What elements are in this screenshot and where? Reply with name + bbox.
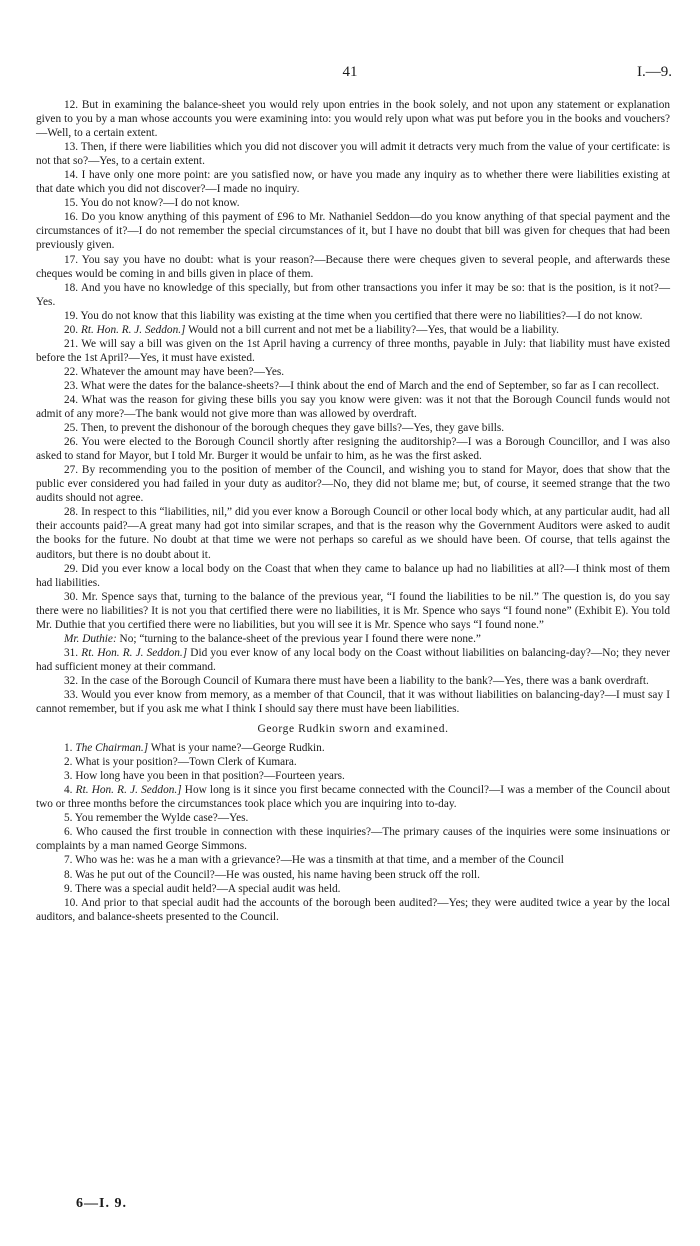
document-reference: I.—9. — [637, 64, 672, 80]
question-number: 27. — [64, 464, 79, 477]
question-text: Would you ever know from memory, as a member of that Council, that it was without liabilities on balancing-day?—I must say I cannot remember, but if you ask me what I think I should say there must have been liabilities. — [36, 688, 671, 716]
question-number: 22. — [64, 365, 79, 378]
question-paragraph — [36, 632, 670, 646]
question-number: 1. — [64, 742, 73, 755]
question-paragraph — [36, 379, 670, 393]
question-paragraph — [36, 196, 670, 210]
question-number: 25. — [64, 422, 79, 435]
question-text: You say you have no doubt: what is your reason?—Because there were cheques given to several people, and afterwards these cheques would be coming in and bills given in place of them. — [36, 253, 670, 280]
question-text: Was he put out of the Council?—He was ousted, his name having been struck off the roll. — [75, 868, 480, 881]
question-paragraph — [36, 463, 670, 505]
question-paragraph — [36, 168, 670, 196]
speaker-label: Rt. Hon. R. J. Seddon.] — [80, 323, 186, 336]
question-paragraph — [36, 210, 670, 252]
question-paragraph — [36, 811, 670, 825]
question-text: How long is it since you first became connected with the Council?—I was a member of the Council about two or three months before the circumstances took place which you are inquiring into to-day. — [36, 784, 670, 811]
question-number: 16. — [64, 211, 79, 224]
question-paragraph — [36, 98, 670, 140]
question-number: 32. — [64, 674, 79, 687]
question-text: And prior to that special audit had the accounts of the borough been audited?—Yes; they were audited twice a year by the local auditors, and balance-sheets presented to the Council. — [36, 896, 671, 923]
question-number: 26. — [64, 436, 79, 449]
evidence-section-2 — [36, 741, 670, 924]
question-paragraph — [36, 505, 670, 561]
question-text: Then, to prevent the dishonour of the borough cheques they gave bills?—Yes, they gave bills. — [80, 422, 505, 435]
question-number: 17. — [64, 253, 79, 266]
question-text: What is your position?—Town Clerk of Kumara. — [75, 756, 297, 769]
question-number: 21. — [64, 337, 79, 350]
question-paragraph — [36, 435, 670, 463]
question-text: By recommending you to the position of member of the Council, and wishing you to stand for Mayor, does that show that the public ever considered you had failed in your duty as auditor?—No, they did not blame me; but, of course, it seemed strange that the two audits should not agree. — [36, 464, 670, 505]
question-text: In the case of the Borough Council of Kumara there must have been a liability to the bank?—Yes, there was a bank overdraft. — [80, 674, 649, 687]
question-number: 8. — [64, 868, 73, 881]
question-paragraph — [36, 674, 670, 688]
question-paragraph — [36, 825, 670, 853]
question-text: Whatever the amount may have been?—Yes. — [80, 365, 285, 378]
question-text: How long have you been in that position?—Fourteen years. — [75, 770, 345, 783]
question-text: In respect to this “liabilities, nil,” did you ever know a Borough Council or other local body which, at any particular audit, had all their accounts paid?—A great many had got into similar scrapes, and that is the reason why the Government Auditors were asked to audit the books for the future. No doubt at that time we were not perhaps so careful as we should have been. Of course, that tells against the auditors, but there is no doubt about it. — [36, 506, 671, 561]
question-paragraph — [36, 365, 670, 379]
question-text: Mr. Spence says that, turning to the balance of the previous year, “I found the liabilities to be nil.” The question is, do you say there were no liabilities? It is not you that certified there were no liabilities, it is Mr. Spence who says “I found none” (Exhibit E). You told Mr. Duthie that you certified there were no liabilities, but you will see it is Mr. Spence who says “I found none.” — [36, 590, 670, 631]
question-text: No; “turning to the balance-sheet of the previous year I found there were none.” — [119, 632, 481, 645]
question-paragraph — [36, 868, 670, 882]
question-number: 5. — [64, 812, 73, 825]
question-number: 9. — [64, 882, 73, 895]
question-number: 2. — [64, 756, 73, 769]
page-number: 41 — [342, 64, 358, 80]
question-text: Who was he: was he a man with a grievance?—He was a tinsmith at that time, and a member of the Council — [75, 854, 564, 867]
question-number: 3. — [64, 770, 73, 783]
question-number: 15. — [64, 197, 79, 210]
speaker-label: Rt. Hon. R. J. Seddon.] — [81, 646, 188, 659]
question-paragraph — [36, 323, 670, 337]
question-paragraph — [36, 562, 670, 590]
question-text: There was a special audit held?—A special audit was held. — [75, 882, 341, 895]
question-paragraph — [36, 783, 670, 811]
question-text: You do not know?—I do not know. — [80, 197, 240, 210]
question-paragraph — [36, 688, 670, 716]
question-number: 20. — [64, 323, 79, 336]
question-paragraph — [36, 882, 670, 896]
question-number: 19. — [64, 309, 79, 322]
question-text: Who caused the first trouble in connection with these inquiries?—The primary causes of the inquiries were some insinuations or complaints by a man named George Simmons. — [36, 826, 670, 853]
question-number: 29. — [64, 562, 79, 575]
question-number: 13. — [64, 141, 79, 154]
question-number: 4. — [64, 784, 73, 797]
question-paragraph — [36, 309, 670, 323]
question-number: 31. — [64, 646, 79, 659]
question-text: What were the dates for the balance-sheets?—I think about the end of March and the end of September, so far as I can recollect. — [80, 379, 660, 392]
question-number: 18. — [64, 281, 79, 294]
question-text: You remember the Wylde case?—Yes. — [74, 812, 249, 825]
question-number: 7. — [64, 854, 73, 867]
question-paragraph — [36, 253, 670, 281]
speaker-label: Mr. Duthie: — [64, 632, 117, 645]
question-paragraph — [36, 755, 670, 769]
body-text — [36, 98, 670, 924]
question-number: 33. — [64, 688, 79, 701]
evidence-section-1 — [36, 98, 670, 716]
question-text: Did you ever know of any local body on the Coast without liabilities on balancing-day?—No; they never had sufficient money at their command. — [36, 646, 671, 673]
question-paragraph — [36, 337, 670, 365]
question-paragraph — [36, 421, 670, 435]
question-number: 12. — [64, 99, 79, 111]
question-paragraph — [36, 590, 670, 632]
question-text: You were elected to the Borough Council shortly after resigning the auditorship?—I was a Borough Councillor, and I was also asked to stand for Mayor, but I told Mr. Burger it would be unfair to him, as he was the first asked. — [36, 436, 671, 463]
question-number: 14. — [64, 169, 79, 182]
question-text: Do you know anything of this payment of £96 to Mr. Nathaniel Seddon—do you know anything of that special payment and the circumstances of it?—I do not remember the special circumstances of it, but I have no doubt that bill was given for cheques that had been previously given. — [36, 211, 671, 252]
question-paragraph — [36, 769, 670, 783]
question-text: I have only one more point: are you satisfied now, or have you made any inquiry as to whether there were liabilities existing at that date which you did not discover?—I made no inquiry. — [36, 169, 670, 196]
question-paragraph — [36, 741, 670, 755]
question-text: We will say a bill was given on the 1st April having a currency of three months, payable in July: that liability must have existed before the 1st April?—Yes, it must have existed. — [36, 337, 670, 364]
question-text: Did you ever know a local body on the Coast that when they came to balance up had no liabilities at all?—I think most of them had liabilities. — [36, 562, 671, 589]
question-text: Then, if there were liabilities which you did not discover you will admit it detracts very much from the value of your certificate: is not that so?—Yes, to a certain extent. — [36, 141, 670, 168]
witness-heading: George Rudkin sworn and examined. — [257, 723, 449, 736]
question-number: 28. — [64, 506, 79, 519]
question-number: 24. — [64, 393, 79, 406]
question-number: 30. — [64, 590, 79, 603]
question-paragraph — [36, 393, 670, 421]
question-text: And you have no knowledge of this specially, but from other transactions you infer it may be so: that is the position, is it not?—Yes. — [36, 281, 671, 308]
question-paragraph — [36, 281, 670, 309]
question-paragraph — [36, 140, 670, 168]
question-paragraph — [36, 646, 670, 674]
question-text: You do not know that this liability was existing at the time when you certified that there were no liabilities?—I do not know. — [80, 309, 643, 322]
question-text: What was the reason for giving these bills you say you know were given: was it not that the Borough Council funds would not admit of any more?—The bank would not give more than was allowed by overdraft. — [36, 393, 671, 421]
speaker-label: Rt. Hon. R. J. Seddon.] — [75, 784, 182, 797]
question-paragraph — [36, 853, 670, 867]
question-number: 10. — [64, 896, 79, 909]
question-paragraph — [36, 896, 670, 924]
speaker-label: The Chairman.] — [75, 742, 149, 755]
question-number: 6. — [64, 826, 73, 839]
signature-mark: 6—I. 9. — [76, 1196, 127, 1211]
question-text: Would not a bill current and not met be a liability?—Yes, that would be a liability. — [188, 323, 559, 336]
question-text: But in examining the balance-sheet you would rely upon entries in the book solely, and not upon any statement or explanation given to you by a man whose accounts you were examining into: you would rely upon what was put before you in the books and vouchers?—Well, to a certain extent. — [36, 99, 670, 140]
question-number: 23. — [64, 379, 79, 392]
question-text: What is your name?—George Rudkin. — [150, 742, 325, 755]
